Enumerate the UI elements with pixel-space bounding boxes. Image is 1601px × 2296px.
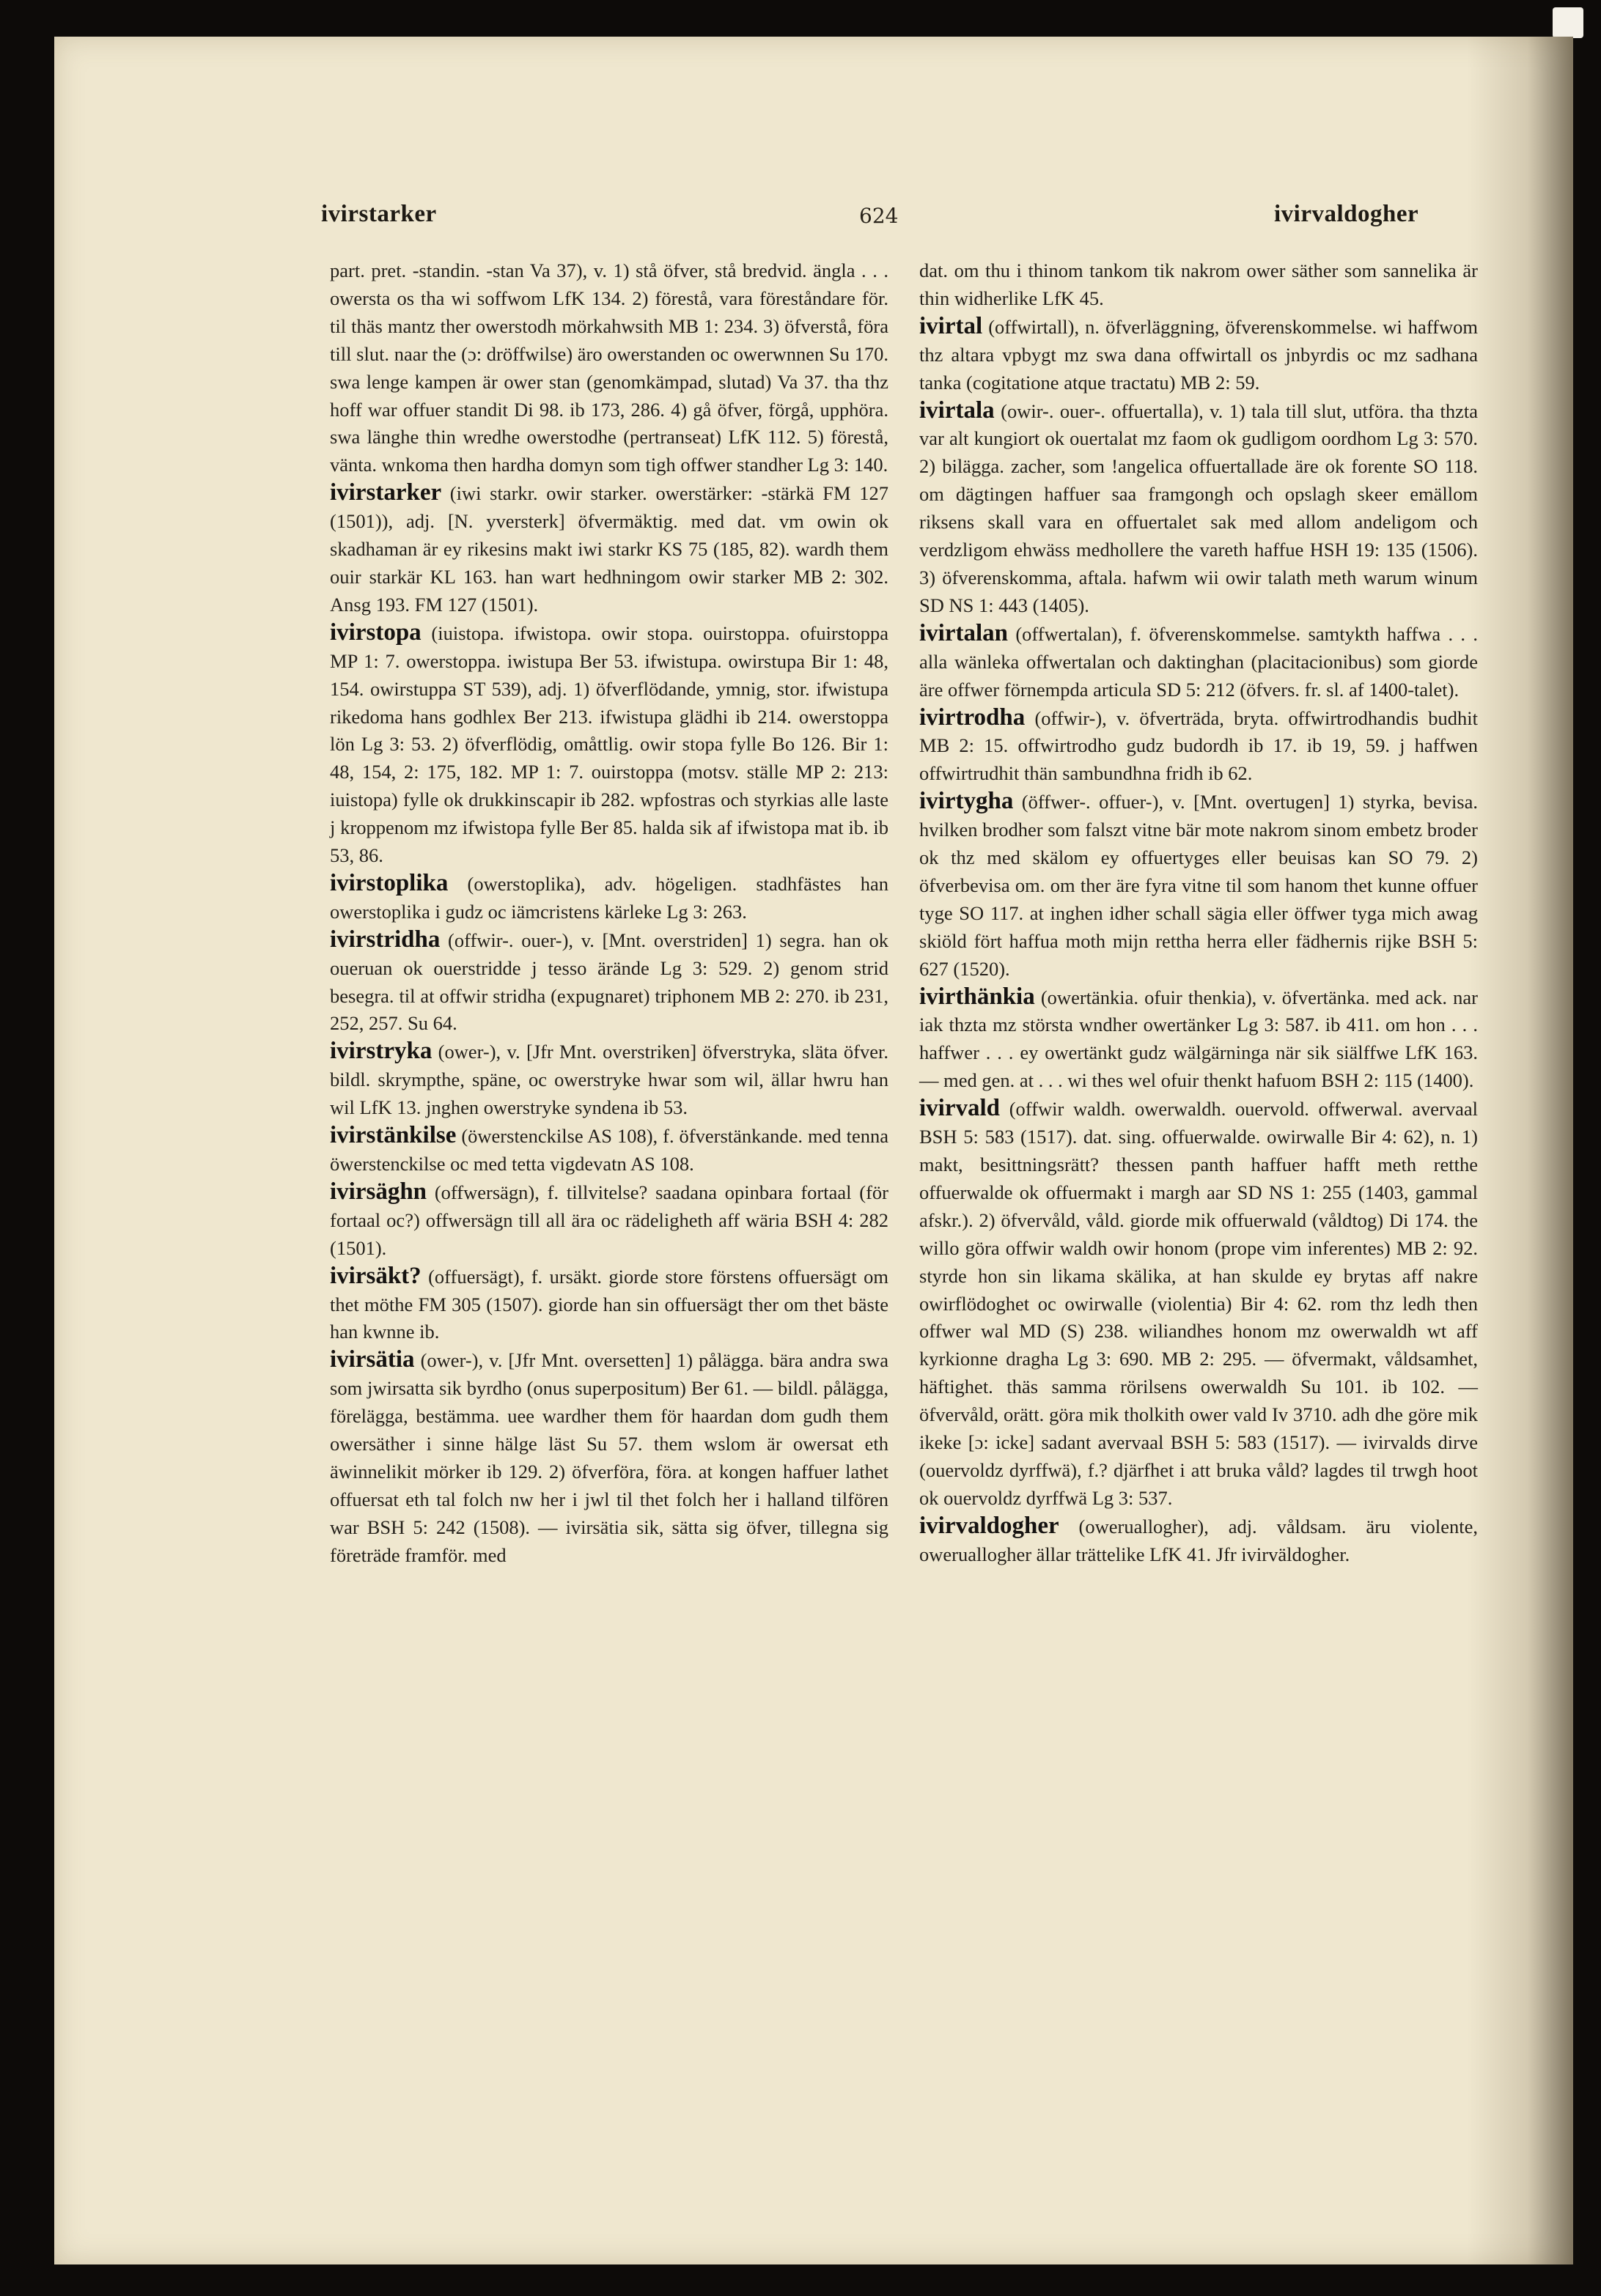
entry-text: (offwersägn), f. tillvitelse? saadana opinbara fortaal (för fortaal oc?) offwersägn till all ära oc rädeligheth aff wäria BSH 4: 282 (1501). xyxy=(330,1181,888,1259)
entry-text: (offwir-. ouer-), v. [Mnt. overstriden] 1) segra. han ok oueruan ok ouerstridde j tesso ärände Lg 3: 529. 2) genom strid besegra. til at offwir stridha (expugnaret) triphonem MB 2: 270. ib 231, 252, 257. Su 64. xyxy=(330,929,888,1035)
entry-headword: ivirsäghn xyxy=(330,1178,427,1205)
entry-headword: ivirstoplika xyxy=(330,869,449,896)
dictionary-entry xyxy=(330,1038,888,1122)
entry-headword: ivirstryka xyxy=(330,1038,433,1065)
dictionary-entry xyxy=(330,1263,888,1347)
entry-text: (owir-. ouer-. offuertalla), v. 1) tala till slut, utföra. tha thzta var alt kungiort ok ouertalat mz faom ok gudligom oordhom Lg 3: 570. 2) bilägga. zacher, som !angelica offuertallade äre ok forente SO 118. om dägtingen haffuer saa framgongh och opslagh skeer emällom riksens skall vara en offuertalet sak med allom andeligom och verdzligom ehwäss medhollere the vareth haffue HSH 19: 135 (1506). 3) öfverenskomma, aftala. hafwm wii owir talath meth warum winum SD NS 1: 443 (1405). xyxy=(919,399,1478,616)
entry-headword: ivirtygha xyxy=(919,788,1014,815)
dictionary-entry xyxy=(919,256,1478,313)
right-column xyxy=(919,256,1478,1569)
dictionary-entry xyxy=(330,1122,888,1178)
entry-text: (ower-), v. [Jfr Mnt. overstriken] öfverstryka, släta öfver. bildl. skrympthe, späne, oc owerstryke hwar som wil, ällar hwru han wil LfK 13. jnghen owerstryke syndena ib 53. xyxy=(330,1041,889,1119)
entry-headword: ivirtal xyxy=(919,312,983,339)
dictionary-page xyxy=(54,37,1573,2264)
dictionary-entry xyxy=(919,313,1478,397)
dictionary-entry xyxy=(919,788,1478,983)
dictionary-entry xyxy=(330,1346,888,1569)
entry-text: (offuersägt), f. ursäkt. giorde store förstens offuersägt om thet möthe FM 305 (1507). giorde han sin offuersägt ther om thet bäste han kwnne ib. xyxy=(330,1265,888,1343)
dictionary-entry xyxy=(919,620,1478,704)
entry-text: (iuistopa. ifwistopa. owir stopa. ouirstoppa. ofuirstoppa MP 1: 7. owerstoppa. iwistupa Ber 53. ifwistupa. owirstupa Bir 1: 48, 154. owirstuppa ST 539), adj. 1) öfverflödande, ymnig, stor. ifwistupa rikedoma hans godhlex Ber 213. ifwistupa glädhi ib 214. owerstoppa lön Lg 3: 53. 2) öfverflödig, omåttlig. owir stopa fylle Bo 126. Bir 1: 48, 154, 2: 175, 182. MP 1: 7. ouirstoppa (motsv. ställe MP 2: 213: iuistopa) fylle ok drukkinscapir ib 282. wpfostras och styrkias alle laste j kroppenom mz ifwistopa fylle Ber 85. halda sik af ifwistopa mat ib. ib 53, 86. xyxy=(330,621,888,867)
entry-headword: ivirtrodha xyxy=(919,704,1026,731)
page-header xyxy=(54,201,1573,245)
page-number: 624 xyxy=(859,204,899,228)
entry-text: (offwertalan), f. öfverenskommelse. samtykth haffwa . . . alla wänleka offwertalan och daktinghan (placitacionibus) som giorde äre offwer förnempda articula SD 5: 212 (öfvers. fr. sl. af 1400-talet). xyxy=(919,622,1478,701)
entry-text: dat. om thu i thinom tankom tik nakrom ower säther som sannelika är thin widherlike LfK 45. xyxy=(919,259,1478,309)
entry-text: (öwerstenckilse AS 108), f. öfverstänkande. med tenna öwerstenckilse oc med tetta vigdevatn AS 108. xyxy=(330,1125,888,1175)
entry-text: (ower-), v. [Jfr Mnt. oversetten] 1) pålägga. bära andra swa som jwirsatta sik byrdho (onus superpositum) Ber 61. — bildl. pålägga, förelägga, bestämma. uee wardher them för haardan dom gudh them owersäther i sinne hälge läst Su 57. them wslom är owersat eth äwinnelikit mörker ib 129. 2) öfverföra, föra. at kongen haffuer lathet offuersat eth tal folch nw her i jwl til thet folch her i halland tilfören war BSH 5: 242 (1508). — ivirsätia sik, sätta sig öfver, tillegna sig företräde framför. med xyxy=(330,1349,889,1566)
dictionary-entry xyxy=(919,704,1478,789)
dictionary-entry xyxy=(330,479,888,619)
dictionary-entry xyxy=(919,1095,1478,1513)
entry-headword: ivirtala xyxy=(919,396,995,424)
dictionary-entry xyxy=(330,870,888,926)
entry-headword: ivirsäkt? xyxy=(330,1262,422,1289)
entry-headword: ivirstarker xyxy=(330,479,442,506)
entry-text: (offwirtall), n. öfverläggning, öfverenskommelse. wi haffwom thz altara vpbygt mz swa dana offwirtall os jnbyrdis oc mz sadhana tanka (cogitatione atque tractatu) MB 2: 59. xyxy=(919,315,1478,394)
dictionary-entry xyxy=(330,256,888,479)
header-right-guide-word: ivirvaldogher xyxy=(1274,201,1419,227)
entry-headword: ivirvaldogher xyxy=(919,1512,1059,1539)
entry-text: (offwir waldh. owerwaldh. ouervold. offwerwal. avervaal BSH 5: 583 (1517). dat. sing. offuerwalde. owirwalle Bir 4: 62), n. 1) makt, besittningsrätt? thessen panth haffuer hafft meth retthe offuerwalde ok offuermakt i margh aar SD NS 1: 255 (1403, gammal afskr.). 2) öfvervåld, våld. giorde mik offuerwald (våldtog) Di 174. the willo göra offwir waldh owir honom (prope vim inferentes) MB 2: 92. styrde hon sin likama skälika, at han skulde ey brytas aff nakre owirflödoghet oc owirwalle (violentia) Bir 4: 62. rom thz ledh then offwer wal MD (S) 238. wiliandhes honom mz owerwaldh wt aff kyrkionne dragha Lg 3: 690. MB 2: 295. — öfvermakt, våldsamhet, häftighet. thäs samma rörilsens owerwaldh Su 101. ib 102. — öfvervåld, orätt. göra mik tholkith ower vald Iv 3710. adh dhe göre mik ikeke [ɔ: icke] sadant avervaal BSH 5: 583 (1517). — ivirvalds dirve (ouervoldz dyrffwä), f.? djärfhet i att bruka våld? lagdes til trwgh hoot ok ouervoldz dyrffwä Lg 3: 537. xyxy=(919,1098,1478,1509)
entry-headword: ivirvald xyxy=(919,1095,1001,1122)
entry-text: (iwi starkr. owir starker. owerstärker: -stärkä FM 127 (1501)), adj. [N. yversterk] öfvermäktig. med dat. vm owin ok skadhaman är ey rikesins makt iwi starkr KS 75 (185, 82). wardh them ouir starkär KL 163. han wart hedhningom owir starker MB 2: 302. Ansg 193. FM 127 (1501). xyxy=(330,482,889,616)
dictionary-entry xyxy=(330,619,888,870)
dictionary-entry xyxy=(330,926,888,1038)
entry-text: (oweruallogher), adj. våldsam. äru violente, oweruallogher ällar trättelike LfK 41. Jfr ivirväldogher. xyxy=(919,1515,1478,1565)
entry-headword: ivirsätia xyxy=(330,1346,415,1373)
entry-headword: ivirstridha xyxy=(330,926,441,953)
left-column xyxy=(330,256,888,1570)
scan-corner-marker xyxy=(1553,7,1583,38)
dictionary-entry xyxy=(330,1178,888,1263)
header-left-guide-word: ivirstarker xyxy=(321,201,437,227)
entry-headword: ivirstopa xyxy=(330,619,422,646)
dictionary-entry xyxy=(919,983,1478,1096)
entry-text: (owerstoplika), adv. högeligen. stadhfästes han owerstoplika i gudz oc iämcristens kärleke Lg 3: 263. xyxy=(330,872,888,923)
entry-text: (owertänkia. ofuir thenkia), v. öfvertänka. med ack. nar iak thzta mz största wndher owertänker Lg 3: 587. ib 411. om hon . . . haffwer . . . ey owertänkt gudz wälgärninga när sik siälffwe LfK 163. — med gen. at . . . wi thes wel ofuir thenkt hafuom BSH 2: 115 (1400). xyxy=(919,986,1478,1092)
entry-text: part. pret. -standin. -stan Va 37), v. 1) stå öfver, stå bredvid. ängla . . . owersta os tha wi soffwom LfK 134. 2) förestå, vara föreståndare för. til thäs mantz ther owerstodh mörkahwsith MB 1: 234. 3) öfverstå, föra till slut. naar the (ɔ: dröffwilse) äro owerstanden oc owerwnnen Su 170. swa lenge kampen är ower stan (genomkämpad, slutad) Va 37. tha thz hoff war offuer standit Di 98. ib 173, 286. 4) gå öfver, förgå, upphöra. swa länghe thin wredhe owerstodhe (pertranseat) LfK 112. 5) förestå, vänta. wnkoma then hardha domyn som tigh offwer standher Lg 3: 140. xyxy=(330,259,888,476)
entry-text: (offwir-), v. öfverträda, bryta. offwirtrodhandis budhit MB 2: 15. offwirtrodho gudz budordh ib 17. ib 19, 59. j haffwen offwirtrudhit thän sambundhna fridh ib 62. xyxy=(919,706,1478,785)
entry-headword: ivirthänkia xyxy=(919,983,1035,1010)
entry-headword: ivirtalan xyxy=(919,619,1008,646)
dictionary-entry xyxy=(919,397,1478,620)
entry-headword: ivirstänkilse xyxy=(330,1122,457,1149)
entry-text: (öffwer-. offuer-), v. [Mnt. overtugen] 1) styrka, bevisa. hvilken brodher som falszt vitne bär mote nakrom sinom embetz broder ok thz med skälom ey offuertyges eller beuisas kan SO 79. 2) öfverbevisa om. om ther äre fyra vitne til som hanom thet kunne offuer tyge SO 117. at inghen idher schall sägia eller öffwer tyga mich awag skiöld fört haffua moth mijn rettha herra eller fädhernis rijke BSH 5: 627 (1520). xyxy=(919,791,1479,980)
dictionary-entry xyxy=(919,1513,1478,1569)
